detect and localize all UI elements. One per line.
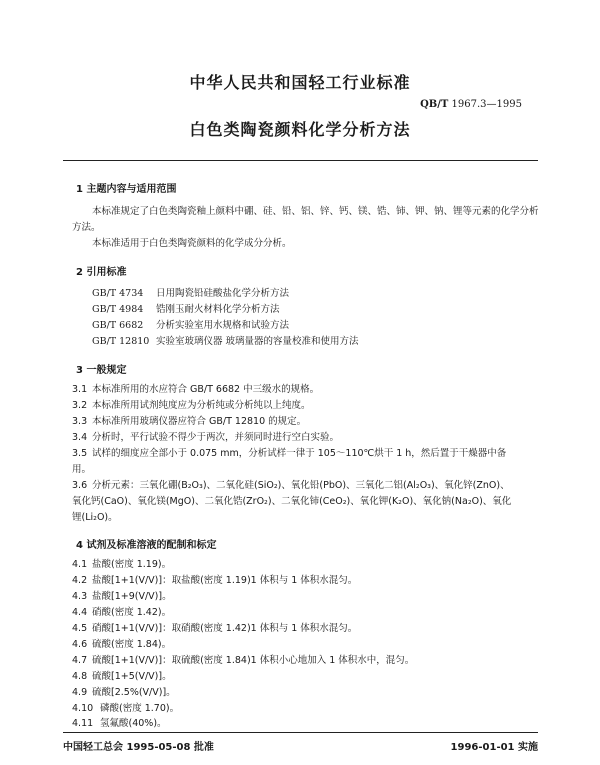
section-4-heading: 4 试剂及标准溶液的配制和标定 [76, 540, 217, 551]
approval-line: 中国轻工总会 1995-05-08 批准 [63, 742, 214, 753]
clause-number: 3.3 [72, 416, 88, 427]
header-divider [63, 160, 538, 161]
section-1-heading: 1 主题内容与适用范围 [76, 184, 177, 195]
reagent-item [72, 605, 171, 621]
effective-date: 1996-01-01 实施 [450, 742, 538, 753]
reference-item [92, 318, 289, 334]
reagent-item [72, 621, 357, 637]
clause-number: 3.5 [72, 448, 88, 459]
standard-prefix: QB/T [420, 99, 449, 110]
standard-number-value: 1967.3—1995 [451, 99, 522, 110]
reagent-text: 氢氟酸(40%)。 [100, 718, 167, 729]
clause-3-6 [72, 478, 510, 494]
clause-number: 3.4 [72, 432, 88, 443]
clause-3-6-line3: 锂(Li₂O)。 [72, 512, 118, 523]
reagent-item [72, 637, 171, 653]
clause-number: 3.6 [72, 480, 88, 491]
reference-item [92, 286, 289, 302]
reagent-item [72, 669, 172, 685]
clause-text: 本标准所用试剂纯度应为分析纯或分析纯以上纯度。 [92, 400, 311, 411]
document-title: 白色类陶瓷颜料化学分析方法 [189, 120, 411, 139]
reagent-number: 4.11 [72, 718, 94, 729]
section-3-heading: 3 一般规定 [76, 365, 127, 376]
standard-organization: 中华人民共和国轻工行业标准 [189, 73, 411, 92]
reagent-number: 4.9 [72, 687, 88, 698]
clause-3-5-line1: 试样的细度应全部小于 0.075 mm，分析试样一律于 105～110℃烘干 1 h，然后置于干燥器中备 [92, 448, 507, 459]
clause-item [72, 398, 311, 414]
section-2-heading: 2 引用标准 [76, 267, 127, 278]
reagent-text: 硫酸(密度 1.84)。 [92, 639, 172, 650]
reference-code: GB/T 12810 [92, 336, 150, 347]
reagent-item [72, 653, 414, 669]
reagent-number: 4.3 [72, 591, 88, 602]
clause-3-6-line1: 分析元素：三氧化硼(B₂O₃)、二氧化硅(SiO₂)、氧化铅(PbO)、三氧化二铝(Al₂O₃)、氧化锌(ZnO)、 [92, 480, 510, 491]
reagent-item [72, 557, 171, 573]
reagent-number: 4.6 [72, 639, 88, 650]
reagent-text: 硝酸[1+1(V/V)]：取硝酸(密度 1.42)1 体积与 1 体积水混匀。 [92, 623, 358, 634]
clause-3-5 [72, 446, 506, 462]
reagent-text: 磷酸(密度 1.70)。 [100, 703, 180, 714]
reagent-text: 盐酸[1+1(V/V)]：取盐酸(密度 1.19)1 体积与 1 体积水混匀。 [92, 575, 358, 586]
reagent-text: 硫酸[1+1(V/V)]：取硫酸(密度 1.84)1 体积小心地加入 1 体积水中，混匀。 [92, 655, 415, 666]
clause-3-5-line2: 用。 [72, 464, 92, 475]
reagent-number: 4.8 [72, 671, 88, 682]
reagent-number: 4.4 [72, 607, 88, 618]
reagent-text: 盐酸(密度 1.19)。 [92, 559, 172, 570]
clause-text: 本标准所用玻璃仪器应符合 GB/T 12810 的规定。 [92, 416, 307, 427]
reference-code: GB/T 4984 [92, 304, 144, 315]
section-1-para2: 本标准适用于白色类陶瓷颜料的化学成分分析。 [92, 238, 292, 249]
reference-code: GB/T 6682 [92, 320, 144, 331]
section-1-para1-line1: 本标准规定了白色类陶瓷釉上颜料中硼、硅、铅、铝、锌、钙、镁、锆、铈、钾、钠、锂等元素的化学分析 [92, 206, 539, 217]
clause-text: 分析时，平行试验不得少于两次，并须同时进行空白实验。 [92, 432, 340, 443]
reference-title: 锆刚玉耐火材料化学分析方法 [156, 304, 280, 315]
clause-number: 3.1 [72, 384, 88, 395]
clause-3-6-line2: 氧化钙(CaO)、氧化镁(MgO)、二氧化锆(ZrO₂)、二氧化铈(CeO₂)、氧化钾(K₂O)、氧化钠(Na₂O)、氧化 [72, 496, 512, 507]
reagent-number: 4.7 [72, 655, 88, 666]
reagent-item [72, 701, 179, 717]
reference-title: 分析实验室用水规格和试验方法 [156, 320, 290, 331]
footer-divider [63, 732, 538, 733]
clause-item [72, 382, 319, 398]
reagent-text: 硫酸[2.5%(V/V)]。 [92, 687, 176, 698]
reference-code: GB/T 4734 [92, 288, 144, 299]
reagent-item [72, 573, 357, 589]
reference-item [92, 302, 280, 318]
reagent-number: 4.2 [72, 575, 88, 586]
standard-number [420, 99, 522, 110]
clause-item [72, 430, 339, 446]
reagent-item [72, 685, 176, 701]
reagent-text: 硝酸(密度 1.42)。 [92, 607, 172, 618]
reagent-text: 硫酸[1+5(V/V)]。 [92, 671, 172, 682]
clause-item [72, 414, 306, 430]
reagent-number: 4.1 [72, 559, 88, 570]
reference-item [92, 334, 359, 350]
reference-title: 日用陶瓷铅硅酸盐化学分析方法 [156, 288, 290, 299]
reagent-text: 盐酸[1+9(V/V)]。 [92, 591, 172, 602]
reagent-number: 4.5 [72, 623, 88, 634]
reagent-item [72, 589, 172, 605]
reagent-item [72, 716, 167, 732]
clause-text: 本标准所用的水应符合 GB/T 6682 中三级水的规格。 [92, 384, 320, 395]
reference-title: 实验室玻璃仪器 玻璃量器的容量校准和使用方法 [156, 336, 359, 347]
section-1-para1-line2: 方法。 [72, 222, 101, 233]
reagent-number: 4.10 [72, 703, 94, 714]
clause-number: 3.2 [72, 400, 88, 411]
